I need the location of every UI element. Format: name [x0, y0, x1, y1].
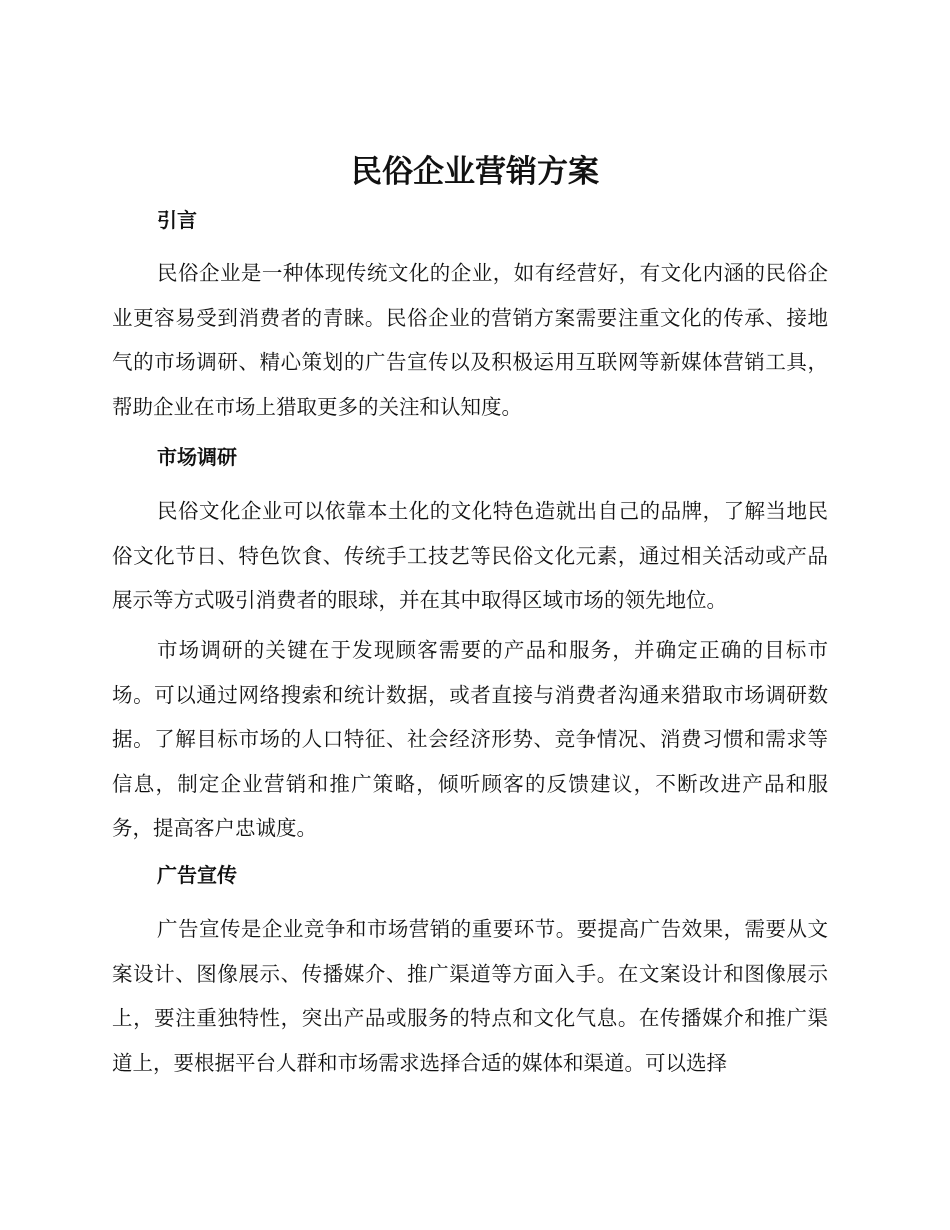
section-heading-market-research: 市场调研: [157, 445, 237, 469]
paragraph-advertising: 广告宣传是企业竞争和市场营销的重要环节。要提高广告效果，需要从文案设计、图像展示、传播媒介、推广渠道等方面入手。在文案设计和图像展示上，要注重独特性，突出产品或服务的特点和文化气息。在传播媒介和推广渠道上，要根据平台人群和市场需求选择合适的媒体和渠道。可以选择: [112, 917, 828, 1075]
paragraph-market-research-1: 民俗文化企业可以依靠本土化的文化特色造就出自己的品牌，了解当地民俗文化节日、特色饮食、传统手工技艺等民俗文化元素，通过相关活动或产品展示等方式吸引消费者的眼球，并在其中取得区域市场的领先地位。: [112, 499, 828, 612]
paragraph-intro: 民俗企业是一种体现传统文化的企业，如有经营好，有文化内涵的民俗企业更容易受到消费者的青睐。民俗企业的营销方案需要注重文化的传承、接地气的市场调研、精心策划的广告宣传以及积极运用互联网等新媒体营销工具，帮助企业在市场上猎取更多的关注和认知度。: [112, 261, 828, 419]
section-heading-intro: 引言: [157, 208, 197, 232]
paragraph-market-research-2: 市场调研的关键在于发现顾客需要的产品和服务，并确定正确的目标市场。可以通过网络搜索和统计数据，或者直接与消费者沟通来猎取市场调研数据。了解目标市场的人口特征、社会经济形势、竞争情况、消费习惯和需求等信息，制定企业营销和推广策略，倾听顾客的反馈建议，不断改进产品和服务，提高客户忠诚度。: [112, 638, 828, 840]
section-heading-advertising: 广告宣传: [157, 863, 237, 887]
page-title: 民俗企业营销方案: [351, 154, 599, 190]
